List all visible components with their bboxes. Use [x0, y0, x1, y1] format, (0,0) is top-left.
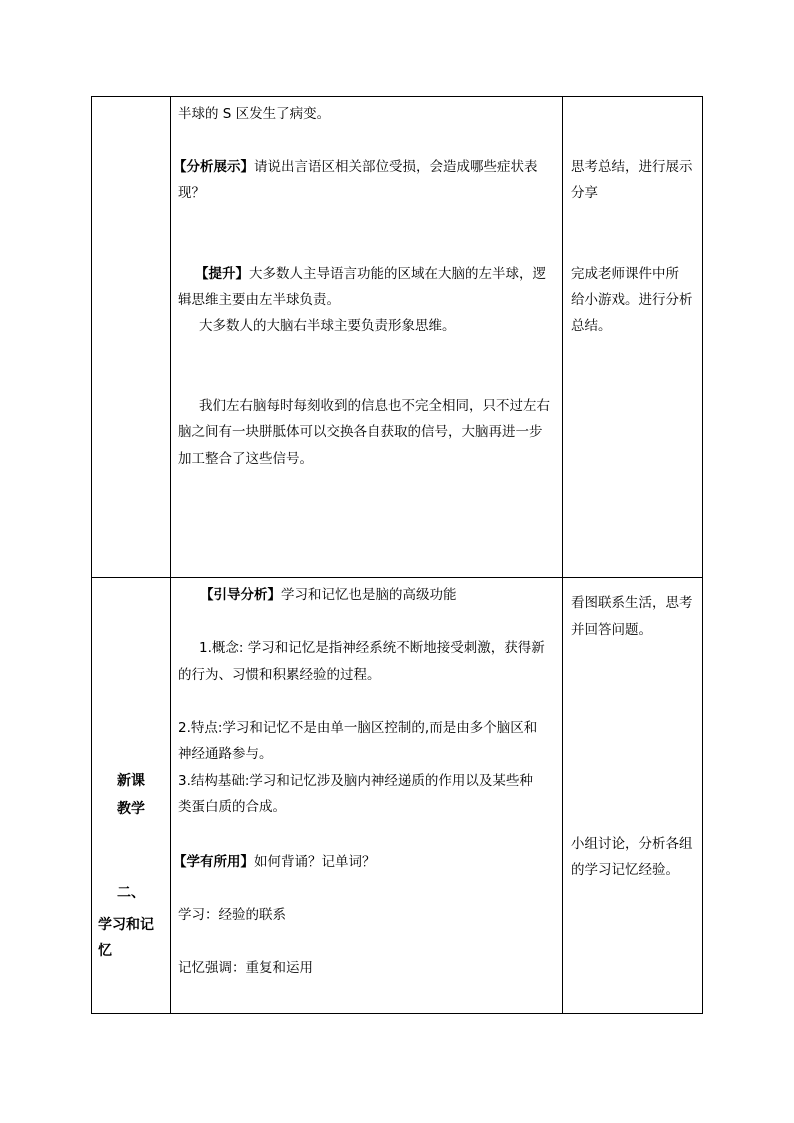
structure-line1: 3.结构基础:学习和记忆涉及脑内神经递质的作用以及某些种 [178, 773, 533, 789]
structure-line2: 类蛋白质的合成。 [178, 799, 286, 815]
concept-line2: 的行为、习惯和积累经验的过程。 [178, 667, 381, 683]
lift-text: 大多数人主导语言功能的区域在大脑的左半球，逻 [249, 266, 546, 282]
application-heading: 【学有所用】 [173, 854, 254, 870]
guide-paragraph [200, 582, 457, 608]
lift-paragraph-line1 [195, 261, 546, 287]
table-right-border [702, 96, 703, 1014]
table-bottom-border [91, 1013, 703, 1014]
section-label-line5: 忆 [98, 943, 112, 959]
section-label-line4: 学习和记 [98, 917, 154, 933]
feature-line1: 2.特点:学习和记忆不是由单一脑区控制的,而是由多个脑区和 [178, 720, 538, 736]
row-divider [91, 577, 703, 578]
analysis-paragraph-line2: 现？ [178, 185, 205, 201]
concept-line1: 1.概念: 学习和记忆是指神经系统不断地接受刺激，获得新 [199, 640, 545, 656]
student-activity-1-line1: 思考总结，进行展示 [571, 159, 693, 175]
student-activity-2-line2: 给小游戏。进行分析 [571, 292, 693, 308]
brain-paragraph-line1: 我们左右脑每时每刻收到的信息也不完全相同，只不过左右 [199, 398, 550, 414]
analysis-heading: 【分析展示】 [173, 159, 254, 175]
application-paragraph [173, 849, 376, 875]
feature-line2: 神经通路参与。 [178, 746, 273, 762]
student-activity-4-line1: 小组讨论，分析各组 [571, 836, 693, 852]
guide-text: 学习和记忆也是脑的高级功能 [281, 587, 457, 603]
section-label-line2: 教学 [117, 801, 145, 817]
analysis-paragraph-line1 [173, 154, 538, 180]
student-activity-2-line1: 完成老师课件中所 [571, 266, 679, 282]
column-divider-1 [170, 96, 171, 1014]
student-activity-3-line1: 看图联系生活，思考 [571, 595, 693, 611]
study-definition: 学习：经验的联系 [178, 907, 286, 923]
lift-paragraph-line3: 大多数人的大脑右半球主要负责形象思维。 [199, 318, 456, 334]
application-text: 如何背诵？记单词？ [254, 854, 376, 870]
brain-paragraph-line2: 脑之间有一块胼胝体可以交换各自获取的信号，大脑再进一步 [178, 424, 543, 440]
section-label-line1: 新课 [117, 773, 145, 789]
section-label-line3: 二、 [117, 885, 145, 901]
row1-top-text: 半球的 S 区发生了病变。 [178, 106, 331, 122]
table-top-border [91, 96, 703, 97]
memory-definition: 记忆强调：重复和运用 [178, 960, 313, 976]
guide-heading: 【引导分析】 [200, 587, 281, 603]
table-left-border [91, 96, 92, 1014]
analysis-text: 请说出言语区相关部位受损，会造成哪些症状表 [254, 159, 538, 175]
student-activity-1-line2: 分享 [571, 185, 598, 201]
student-activity-4-line2: 的学习记忆经验。 [571, 862, 679, 878]
column-divider-2 [562, 96, 563, 1014]
lift-paragraph-line2: 辑思维主要由左半球负责。 [178, 292, 340, 308]
student-activity-3-line2: 并回答问题。 [571, 622, 652, 638]
student-activity-2-line3: 总结。 [571, 318, 612, 334]
lift-heading: 【提升】 [195, 266, 249, 282]
brain-paragraph-line3: 加工整合了这些信号。 [178, 451, 313, 467]
